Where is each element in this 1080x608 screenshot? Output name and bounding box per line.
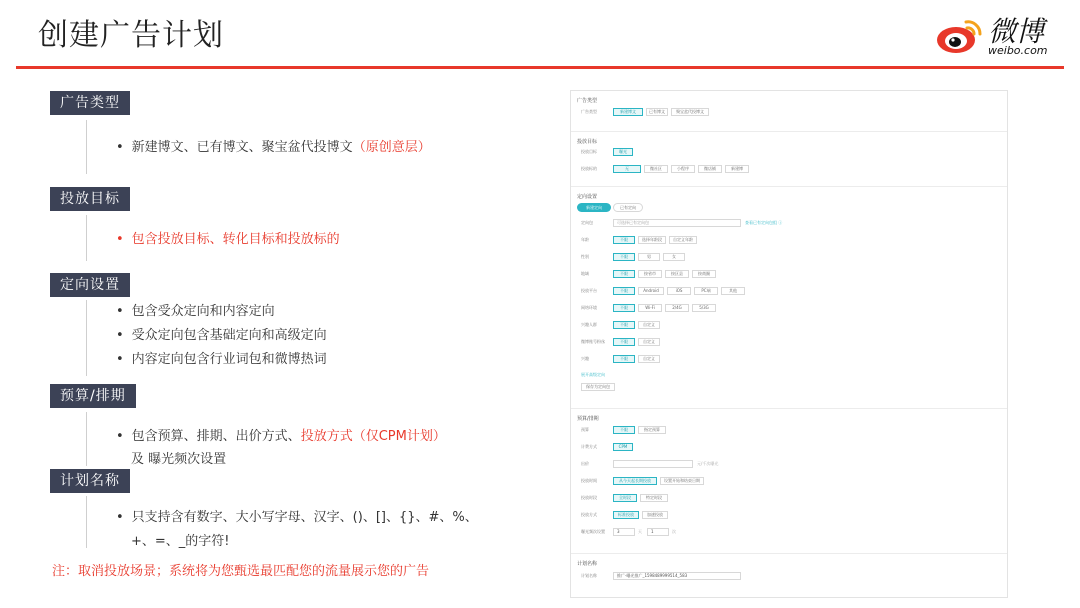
bullet-plan-name: • 只支持含有数字、大小写字母、汉字、()、[]、{}、#、%、 (116, 509, 478, 527)
option-unlimited[interactable]: 不限 (613, 338, 635, 346)
option-4g[interactable]: 2/4G (665, 304, 689, 312)
ad-plan-form-screenshot (570, 90, 1008, 598)
option-wifi[interactable]: Wi-Fi (638, 304, 662, 312)
tab-new-targeting[interactable]: 新建定向 (577, 203, 611, 212)
form-row-ad-type (577, 108, 1001, 116)
form-row-budget (577, 426, 1001, 434)
footnote: 注：取消投放场景；系统将为您甄选最匹配您的流量展示您的广告 (52, 564, 430, 579)
bid-unit-hint: 元/千次曝光 (697, 461, 719, 466)
form-section-title: 投放目标 (577, 139, 598, 145)
option-custom[interactable]: 自定义 (638, 355, 660, 363)
form-row-label: 投放目标 (581, 149, 597, 154)
bullet-targeting-3: • 内容定向包含行业词包和微博热词 (116, 351, 327, 369)
option-by-district[interactable]: 按区县 (665, 270, 689, 278)
form-row-delivery-mode (577, 511, 1001, 519)
form-row-age (577, 236, 1001, 244)
option-custom-age[interactable]: 自定义年龄 (669, 236, 697, 244)
option-age-range[interactable]: 选择年龄段 (638, 236, 666, 244)
option-unlimited[interactable]: 不限 (613, 321, 635, 329)
option-mini-program[interactable]: 小程序 (671, 165, 695, 173)
form-row-billing (577, 443, 1001, 451)
option-unlimited[interactable]: 不限 (613, 270, 635, 278)
option-other[interactable]: 其他 (721, 287, 745, 295)
bid-input[interactable] (613, 460, 693, 468)
logo-domain: weibo.com (988, 44, 1048, 57)
form-row-label: 年龄 (581, 237, 589, 242)
section-label-budget: 预算/排期 (50, 384, 136, 408)
option-all-day[interactable]: 全时段 (613, 494, 637, 502)
option-unlimited[interactable]: 不限 (613, 426, 635, 434)
form-section-targeting (571, 186, 1007, 408)
plan-name-input[interactable]: 推广-曝光推广_1598489999514_583 (613, 572, 741, 580)
bullet-objective: • 包含投放目标、转化目标和投放标的 (116, 231, 340, 249)
section-label-ad-type: 广告类型 (50, 91, 130, 115)
form-section-title: 预算/排期 (577, 416, 599, 422)
option-unlimited[interactable]: 不限 (613, 287, 635, 295)
form-section-title: 计划名称 (577, 561, 598, 567)
form-section-title: 广告类型 (577, 98, 598, 104)
header-divider (16, 66, 1064, 69)
frequency-times-input[interactable]: 1 (647, 528, 669, 536)
form-row-label: 地域 (581, 271, 589, 276)
section-divider (86, 120, 87, 174)
option-standard[interactable]: 标准投放 (613, 511, 639, 519)
section-divider (86, 215, 87, 261)
bullet-budget: • 包含预算、排期、出价方式、投放方式（仅CPM计划） (116, 428, 446, 446)
option-pc[interactable]: PC端 (694, 287, 718, 295)
option-custom[interactable]: 自定义 (638, 321, 660, 329)
section-divider (86, 496, 87, 548)
section-label-objective: 投放目标 (50, 187, 130, 211)
form-row-label: 广告类型 (581, 109, 597, 114)
option-exposure[interactable]: 曝光 (613, 148, 633, 156)
option-accelerated[interactable]: 加速投放 (642, 511, 668, 519)
frequency-times-unit: 次 (672, 529, 676, 534)
weibo-logo (936, 10, 1064, 62)
option-cpm[interactable]: CPM (613, 443, 633, 451)
section-divider (86, 412, 87, 466)
form-row-period (577, 494, 1001, 502)
form-row-label: 投放时段 (581, 495, 597, 500)
option-existing-post[interactable]: 已有博文 (646, 108, 668, 116)
form-row-label: 性别 (581, 254, 589, 259)
section-label-plan-name: 计划名称 (50, 469, 130, 493)
tab-existing-targeting[interactable]: 已有定向 (613, 203, 643, 212)
form-row-objective (577, 148, 1001, 156)
bullet-targeting-2: • 受众定向包含基础定向和高级定向 (116, 327, 327, 345)
form-row-region (577, 270, 1001, 278)
form-section-budget (571, 408, 1007, 546)
option-ios[interactable]: iOS (667, 287, 691, 295)
targeting-package-select[interactable]: 可选择已有定向包 (613, 219, 741, 227)
form-row-plan-name (577, 572, 1001, 580)
form-row-schedule (577, 477, 1001, 485)
option-android[interactable]: Android (638, 287, 664, 295)
form-row-label: 兴趣 (581, 356, 589, 361)
bullet-budget-line2: 及 曝光频次设置 (131, 452, 227, 467)
form-section-objective (571, 131, 1007, 186)
option-unlimited[interactable]: 不限 (613, 304, 635, 312)
form-row-label: 投放方式 (581, 512, 597, 517)
form-row-package (577, 219, 1001, 227)
form-row-gender (577, 253, 1001, 261)
form-row-label: 投放标的 (581, 166, 597, 171)
option-none[interactable]: 无 (613, 165, 641, 173)
option-female[interactable]: 女 (663, 253, 685, 261)
option-long-term[interactable]: 从今天起长期投放 (613, 477, 657, 485)
bullet-plan-name-line2: +、=、_的字符! (131, 534, 230, 549)
option-set-budget[interactable]: 指定预算 (638, 426, 666, 434)
form-section-plan-name (571, 553, 1007, 598)
option-jubaopen[interactable]: 聚宝盆代投博文 (671, 108, 709, 116)
option-unlimited[interactable]: 不限 (613, 236, 635, 244)
form-section-ad-type (571, 91, 1007, 131)
form-row-interest-crowd (577, 321, 1001, 329)
form-row-label: 投放平台 (581, 288, 597, 293)
form-row-platform (577, 287, 1001, 295)
option-specific-time[interactable]: 特定时段 (640, 494, 668, 502)
form-row-label: 定向包 (581, 220, 593, 225)
frequency-days-unit: 天 (638, 529, 642, 534)
form-row-label: 计费方式 (581, 444, 597, 449)
form-row-label: 计划名称 (581, 573, 597, 578)
option-male[interactable]: 男 (638, 253, 660, 261)
form-row-frequency (577, 528, 1001, 536)
option-by-city[interactable]: 按省市 (638, 270, 662, 278)
option-date-range[interactable]: 设置开始和结束日期 (660, 477, 704, 485)
option-store[interactable]: 微店铺 (698, 165, 722, 173)
form-row-label: 预算 (581, 427, 589, 432)
section-divider (86, 300, 87, 376)
bullet-ad-type: • 新建博文、已有博文、聚宝盆代投博文（原创意层） (116, 139, 431, 157)
slide-title: 创建广告计划 (38, 18, 224, 53)
bullet-targeting-1: • 包含受众定向和内容定向 (116, 303, 275, 321)
package-hint-link[interactable]: 查看已有定向包组 ⓘ (745, 220, 783, 225)
form-row-label: 出价 (581, 461, 589, 466)
logo-brand: 微博 (988, 15, 1045, 48)
form-row-interest (577, 355, 1001, 363)
form-row-label: 曝光频次设置 (581, 529, 605, 534)
form-row-fans (577, 338, 1001, 346)
option-unlimited[interactable]: 不限 (613, 355, 635, 363)
form-row-bid (577, 460, 1001, 468)
save-package-button[interactable]: 保存为定向包 (581, 383, 615, 391)
form-row-target (577, 165, 1001, 173)
option-community[interactable]: 微社区 (644, 165, 668, 173)
form-row-network (577, 304, 1001, 312)
expand-advanced-link[interactable]: 展开高级定向 (581, 372, 605, 377)
form-section-title: 定向设置 (577, 194, 598, 200)
form-row-label: 投放时间 (581, 478, 597, 483)
option-unlimited[interactable]: 不限 (613, 253, 635, 261)
weibo-eye-icon (936, 16, 984, 54)
form-row-label: 网络环境 (581, 305, 597, 310)
form-row-label: 微博账号粉丝 (581, 339, 605, 344)
option-custom[interactable]: 自定义 (638, 338, 660, 346)
form-row-label: 兴趣人群 (581, 322, 597, 327)
frequency-days-input[interactable]: 3 (613, 528, 635, 536)
section-label-targeting: 定向设置 (50, 273, 130, 297)
option-by-business-area[interactable]: 按商圈 (692, 270, 716, 278)
option-new-target[interactable]: 新建博 (725, 165, 749, 173)
option-3g[interactable]: 5/3G (692, 304, 716, 312)
option-new-post[interactable]: 新建博文 (613, 108, 643, 116)
